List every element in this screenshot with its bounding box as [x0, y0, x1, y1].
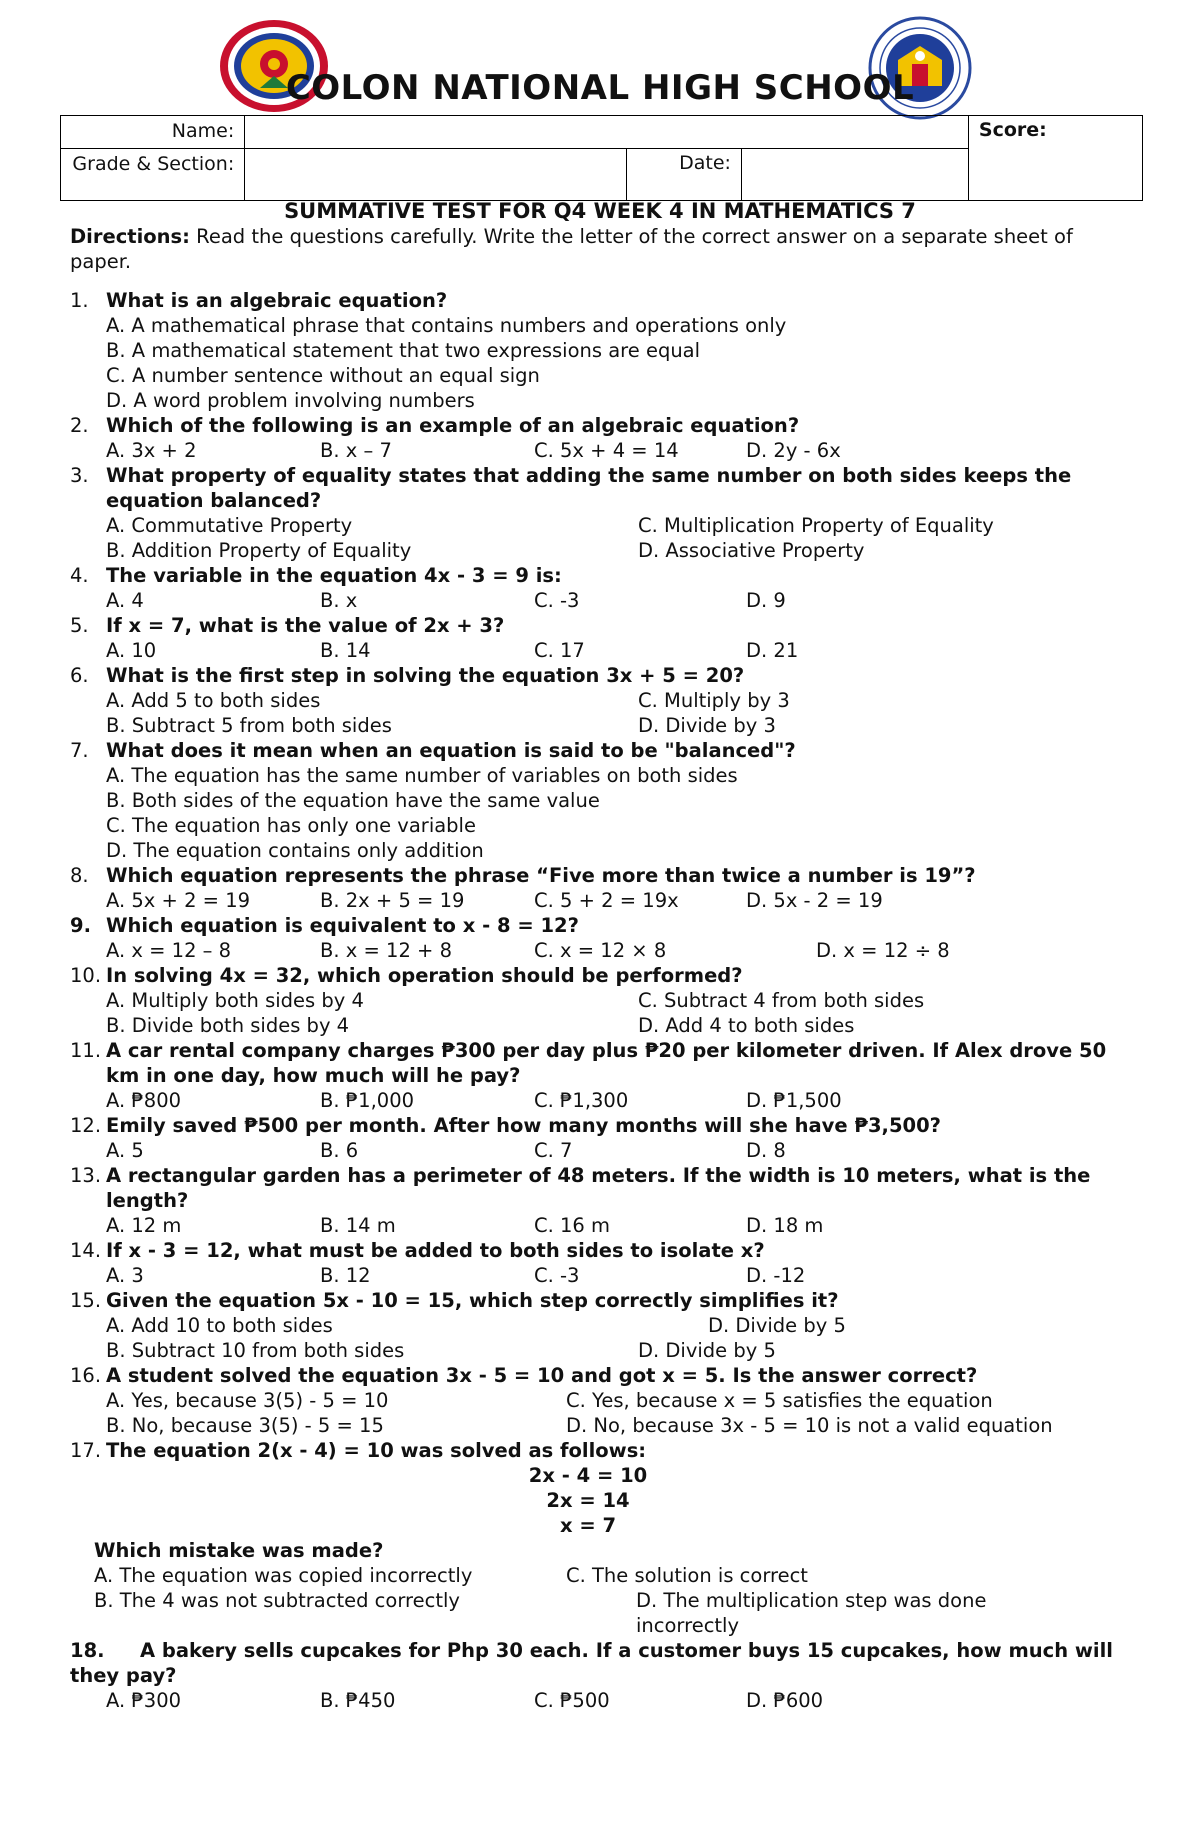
- question-10: [70, 963, 1140, 1038]
- question-number: 11.: [70, 1039, 102, 1062]
- option: D. 8: [746, 1139, 786, 1162]
- option: B. x – 7: [320, 439, 392, 462]
- question-number: 10.: [70, 964, 102, 987]
- question-14: [70, 1238, 1140, 1288]
- question-number: 17.: [70, 1439, 102, 1462]
- option: D. The equation contains only addition: [106, 839, 484, 862]
- option: D. 5x - 2 = 19: [746, 889, 883, 912]
- question-5: [70, 613, 1140, 663]
- option: A. A mathematical phrase that contains numbers and operations only: [106, 314, 787, 337]
- question-number: 9.: [70, 914, 91, 937]
- solution-steps: [106, 1463, 1140, 1538]
- directions: [70, 224, 1140, 274]
- option: A. The equation was copied incorrectly: [94, 1564, 473, 1587]
- question-stem: In solving 4x = 32, which operation should be performed?: [106, 964, 743, 987]
- option: C. The solution is correct: [566, 1564, 808, 1587]
- option: D. 9: [746, 589, 786, 612]
- option: A. ₱300: [106, 1689, 182, 1712]
- option: D. No, because 3x - 5 = 10 is not a valid equation: [566, 1414, 1053, 1437]
- option: B. A mathematical statement that two expressions are equal: [106, 339, 701, 362]
- option: A. Commutative Property: [106, 514, 353, 537]
- option: B. 12: [320, 1264, 371, 1287]
- question-stem: What is an algebraic equation?: [106, 289, 448, 312]
- question-2: [70, 413, 1140, 463]
- option: D. Divide by 3: [638, 714, 776, 737]
- question-stem: Which equation is equivalent to x - 8 = 12?: [106, 914, 579, 937]
- question-stem: Which equation represents the phrase “Five more than twice a number is 19”?: [106, 864, 976, 887]
- option: A. 4: [106, 589, 144, 612]
- option: D. ₱600: [746, 1689, 824, 1712]
- option: B. Divide both sides by 4: [106, 1014, 350, 1037]
- question-11: [70, 1038, 1140, 1113]
- option: B. 6: [320, 1139, 359, 1162]
- option: C. A number sentence without an equal sign: [106, 364, 540, 387]
- solution-step: 2x - 4 = 10: [528, 1464, 648, 1487]
- question-number: 6.: [70, 664, 89, 687]
- question-number: 16.: [70, 1364, 102, 1387]
- question-number: 4.: [70, 564, 89, 587]
- option: B. 14 m: [320, 1214, 396, 1237]
- option: B. 2x + 5 = 19: [320, 889, 465, 912]
- question-8: [70, 863, 1140, 913]
- grade-section-label: Grade & Section:: [61, 149, 245, 201]
- question-17-followup: [70, 1538, 1140, 1638]
- option: C. Multiplication Property of Equality: [638, 514, 994, 537]
- option: C. Multiply by 3: [638, 689, 790, 712]
- option: D. Associative Property: [638, 539, 865, 562]
- question-stem: A bakery sells cupcakes for Php 30 each. If a customer buys 15 cupcakes, how much will they pay?: [70, 1639, 1113, 1687]
- question-number: 13.: [70, 1164, 102, 1187]
- question-stem: A student solved the equation 3x - 5 = 10 and got x = 5. Is the answer correct?: [106, 1364, 978, 1387]
- question-stem: The variable in the equation 4x - 3 = 9 is:: [106, 564, 562, 587]
- option: C. Yes, because x = 5 satisfies the equation: [566, 1389, 993, 1412]
- option: D. -12: [746, 1264, 806, 1287]
- question-7: [70, 738, 1140, 863]
- option: A. 5x + 2 = 19: [106, 889, 251, 912]
- question-stem: Given the equation 5x - 10 = 15, which step correctly simplifies it?: [106, 1289, 839, 1312]
- option: B. ₱1,000: [320, 1089, 415, 1112]
- question-4: [70, 563, 1140, 613]
- question-number: 3.: [70, 464, 89, 487]
- question-number: 5.: [70, 614, 89, 637]
- option: D. Divide by 5: [638, 1339, 776, 1362]
- question-stem: What property of equality states that adding the same number on both sides keeps the equation balanced?: [106, 464, 1072, 512]
- question-6: [70, 663, 1140, 738]
- solution-step: 2x = 14: [546, 1489, 630, 1512]
- question-number: 2.: [70, 414, 89, 437]
- option: C. The equation has only one variable: [106, 814, 476, 837]
- option: C. x = 12 × 8: [534, 939, 667, 962]
- question-18: [70, 1638, 1140, 1713]
- test-body: [70, 199, 1140, 1713]
- option: C. -3: [534, 1264, 580, 1287]
- directions-text: Read the questions carefully. Write the letter of the correct answer on a separate sheet of paper.: [70, 225, 1073, 273]
- question-stem: If x = 7, what is the value of 2x + 3?: [106, 614, 505, 637]
- option: A. Multiply both sides by 4: [106, 989, 364, 1012]
- option: B. No, because 3(5) - 5 = 15: [106, 1414, 384, 1437]
- option: B. ₱450: [320, 1689, 396, 1712]
- question-number: 1.: [70, 289, 89, 312]
- question-stem: What is the first step in solving the equation 3x + 5 = 20?: [106, 664, 745, 687]
- option: C. ₱500: [534, 1689, 610, 1712]
- grade-section-field[interactable]: [245, 149, 627, 201]
- option: C. 5 + 2 = 19x: [534, 889, 679, 912]
- question-number: 7.: [70, 739, 89, 762]
- option: D. The multiplication step was done incorrectly: [636, 1589, 987, 1637]
- score-label: Score:: [968, 116, 1142, 201]
- name-label: Name:: [61, 116, 245, 149]
- student-info-table: [60, 115, 1143, 201]
- option: A. ₱800: [106, 1089, 182, 1112]
- option: B. Subtract 5 from both sides: [106, 714, 392, 737]
- option: C. 16 m: [534, 1214, 611, 1237]
- option: A. The equation has the same number of variables on both sides: [106, 764, 738, 787]
- question-16: [70, 1363, 1140, 1438]
- solution-step: x = 7: [559, 1514, 617, 1537]
- question-stem: If x - 3 = 12, what must be added to both sides to isolate x?: [106, 1239, 765, 1262]
- option: B. x: [320, 589, 358, 612]
- question-12: [70, 1113, 1140, 1163]
- question-9: [70, 913, 1140, 963]
- option: B. 14: [320, 639, 371, 662]
- option: D. 21: [746, 639, 799, 662]
- test-title: SUMMATIVE TEST FOR Q4 WEEK 4 IN MATHEMATICS 7: [284, 199, 916, 223]
- question-stem: A car rental company charges ₱300 per day plus ₱20 per kilometer driven. If Alex drove 50 km in one day, how much will he pay?: [106, 1039, 1107, 1087]
- question-number: 14.: [70, 1239, 102, 1262]
- option: D. Divide by 5: [708, 1314, 846, 1337]
- option: C. 7: [534, 1139, 573, 1162]
- option: A. 12 m: [106, 1214, 182, 1237]
- option: B. Subtract 10 from both sides: [106, 1339, 405, 1362]
- option: D. 2y - 6x: [746, 439, 841, 462]
- question-stem: Emily saved ₱500 per month. After how many months will she have ₱3,500?: [106, 1114, 941, 1137]
- option: A. Yes, because 3(5) - 5 = 10: [106, 1389, 389, 1412]
- option: C. Subtract 4 from both sides: [638, 989, 925, 1012]
- option: C. 5x + 4 = 14: [534, 439, 679, 462]
- option: A. x = 12 – 8: [106, 939, 232, 962]
- option: D. ₱1,500: [746, 1089, 842, 1112]
- option: C. ₱1,300: [534, 1089, 629, 1112]
- option: D. A word problem involving numbers: [106, 389, 475, 412]
- question-stem: What does it mean when an equation is said to be "balanced"?: [106, 739, 796, 762]
- question-13: [70, 1163, 1140, 1238]
- question-followup: Which mistake was made?: [94, 1539, 384, 1562]
- question-number: 15.: [70, 1289, 102, 1312]
- question-number: 18.: [70, 1639, 105, 1662]
- question-17: [70, 1438, 1140, 1538]
- date-label: Date:: [626, 149, 741, 201]
- question-number: 12.: [70, 1114, 102, 1137]
- question-3: [70, 463, 1140, 563]
- option: A. 3x + 2: [106, 439, 197, 462]
- option: B. x = 12 + 8: [320, 939, 453, 962]
- option: A. Add 10 to both sides: [106, 1314, 333, 1337]
- question-stem: Which of the following is an example of an algebraic equation?: [106, 414, 800, 437]
- option: A. 3: [106, 1264, 144, 1287]
- date-field[interactable]: [741, 149, 968, 201]
- option: C. 17: [534, 639, 585, 662]
- question-1: [70, 288, 1140, 413]
- question-stem: A rectangular garden has a perimeter of 48 meters. If the width is 10 meters, what is the length?: [106, 1164, 1091, 1212]
- school-name: COLON NATIONAL HIGH SCHOOL: [285, 68, 915, 108]
- option: A. 5: [106, 1139, 144, 1162]
- option: A. Add 5 to both sides: [106, 689, 321, 712]
- option: D. 18 m: [746, 1214, 824, 1237]
- option: A. 10: [106, 639, 157, 662]
- option: B. Both sides of the equation have the same value: [106, 789, 600, 812]
- directions-label: Directions:: [70, 225, 190, 248]
- option: D. x = 12 ÷ 8: [816, 939, 950, 962]
- option: B. Addition Property of Equality: [106, 539, 412, 562]
- question-stem: The equation 2(x - 4) = 10 was solved as follows:: [106, 1439, 647, 1462]
- option: C. -3: [534, 589, 580, 612]
- question-15: [70, 1288, 1140, 1363]
- option: D. Add 4 to both sides: [638, 1014, 855, 1037]
- question-number: 8.: [70, 864, 89, 887]
- option: B. The 4 was not subtracted correctly: [94, 1589, 460, 1612]
- name-field[interactable]: [245, 116, 969, 149]
